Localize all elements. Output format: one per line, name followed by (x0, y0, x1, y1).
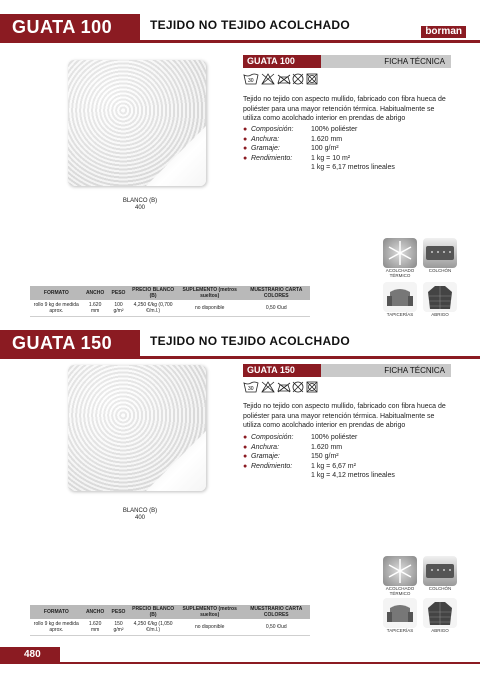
swatch-color-code: 400 (134, 205, 145, 211)
app-upholstery: TAPICERÍAS (381, 282, 419, 317)
ficha-label: FICHA TÉCNICA (384, 366, 445, 375)
pricing-table (30, 286, 310, 317)
table-row: rollo 9 kg de medida aprox. 1.620 mm 150 g/m² 4,250 €/kg (1,050 €/m.l.) no disponible 0,50 €/ud (30, 619, 310, 635)
spec-list (243, 433, 453, 481)
ficha-header (243, 55, 451, 68)
product-subtitle: TEJIDO NO TEJIDO ACOLCHADO (150, 334, 351, 348)
armchair-icon (383, 598, 417, 628)
header-price: PRECIO BLANCO (B) (129, 286, 176, 300)
app-mattress: COLCHÓN (421, 238, 459, 273)
product-title: GUATA 100 (0, 14, 140, 40)
product-section-guata-100 (0, 0, 480, 330)
app-thermal-padding: ACOLCHADO TÉRMICO (381, 556, 419, 596)
mattress-icon (423, 556, 457, 586)
spec-yield: ● Rendimiento: 1 kg = 6,67 m² (243, 462, 356, 470)
title-bar (0, 330, 480, 364)
header-supplement: SUPLEMENTO (metros sueltos) (177, 286, 243, 300)
header-weight: PESO (108, 605, 130, 619)
ficha-header (243, 364, 451, 377)
ficha-product-name: GUATA 150 (243, 364, 321, 377)
header-weight: PESO (108, 286, 130, 300)
header-price: PRECIO BLANCO (B) (129, 605, 176, 619)
no-bleach-icon (262, 382, 274, 392)
no-tumble-dry-icon (307, 382, 317, 392)
footer-line (0, 662, 480, 664)
spec-width: ● Anchura: 1.620 mm (243, 443, 343, 451)
product-section-guata-150 (0, 330, 480, 645)
coat-icon (423, 282, 457, 312)
header-width: ANCHO (83, 605, 108, 619)
no-bleach-icon (262, 74, 274, 84)
swatch-color-name: BLANCO (B) (122, 198, 158, 204)
wash-temp: 30 (248, 386, 254, 392)
snowflake-icon (383, 238, 417, 268)
spec-composition: ● Composición: 100% poliéster (243, 434, 358, 441)
spec-yield-extra: 1 kg = 6,17 metros lineales (311, 164, 395, 171)
pricing-table (30, 605, 310, 636)
ficha-label: FICHA TÉCNICA (384, 57, 445, 66)
title-underline (0, 40, 480, 43)
product-subtitle: TEJIDO NO TEJIDO ACOLCHADO (150, 18, 351, 32)
no-iron-icon (278, 75, 290, 84)
table-header-row (30, 605, 310, 619)
wash-temp: 30 (248, 78, 254, 84)
header-sample: MUESTRARIO CARTA COLORES (243, 605, 310, 619)
no-tumble-dry-icon (307, 74, 317, 84)
brand-logo: borman (421, 26, 466, 38)
spec-width: ● Anchura: 1.620 mm (243, 135, 343, 143)
spec-weight: ● Gramaje: 150 g/m² (243, 453, 339, 460)
table-header-row (30, 286, 310, 300)
care-symbols (243, 72, 313, 86)
header-width: ANCHO (83, 286, 108, 300)
page-number: 480 (0, 647, 60, 663)
spec-weight: ● Gramaje: 100 g/m² (243, 145, 339, 152)
app-mattress: COLCHÓN (421, 556, 459, 591)
app-coat: ABRIGO (421, 282, 459, 317)
title-bar (0, 14, 480, 48)
no-dry-clean-icon (293, 382, 303, 392)
product-description: Tejido no tejido con aspecto mullido, fabricado con fibra hueca de poliéster para una mayor retención térmica. Habitualmente se utiliza como acolchado interior en prendas de abrigo (243, 96, 446, 122)
swatch-color-code: 400 (134, 515, 145, 521)
ficha-product-name: GUATA 100 (243, 55, 321, 68)
product-description: Tejido no tejido con aspecto mullido, fabricado con fibra hueca de poliéster para una mayor retención térmica. Habitualmente se utiliza como acolchado interior en prendas de abrigo (243, 403, 446, 429)
header-format: FORMATO (30, 286, 83, 300)
product-title: GUATA 150 (0, 330, 140, 356)
care-symbols (243, 380, 313, 394)
no-dry-clean-icon (293, 74, 303, 84)
swatch-label (110, 198, 170, 212)
app-coat: ABRIGO (421, 598, 459, 633)
header-sample: MUESTRARIO CARTA COLORES (243, 286, 310, 300)
header-format: FORMATO (30, 605, 83, 619)
mattress-icon (423, 238, 457, 268)
spec-composition: ● Composición: 100% poliéster (243, 126, 358, 133)
snowflake-icon (383, 556, 417, 586)
spec-yield-extra: 1 kg = 4,12 metros lineales (311, 472, 395, 479)
coat-icon (423, 598, 457, 628)
swatch-label (110, 508, 170, 522)
app-thermal-padding: ACOLCHADO TÉRMICO (381, 238, 419, 278)
table-row: rollo 9 kg de medida aprox. 1.620 mm 100 g/m² 4,250 €/kg (0,700 €/m.l.) no disponible 0,50 €/ud (30, 300, 310, 316)
spec-yield: ● Rendimiento: 1 kg = 10 m² (243, 154, 351, 162)
app-upholstery: TAPICERÍAS (381, 598, 419, 633)
fabric-swatch-image (68, 60, 206, 186)
spec-list (243, 125, 453, 173)
no-iron-icon (278, 383, 290, 392)
title-underline (0, 356, 480, 359)
swatch-color-name: BLANCO (B) (122, 508, 158, 514)
header-supplement: SUPLEMENTO (metros sueltos) (177, 605, 243, 619)
fabric-swatch-image (68, 365, 206, 491)
armchair-icon (383, 282, 417, 312)
